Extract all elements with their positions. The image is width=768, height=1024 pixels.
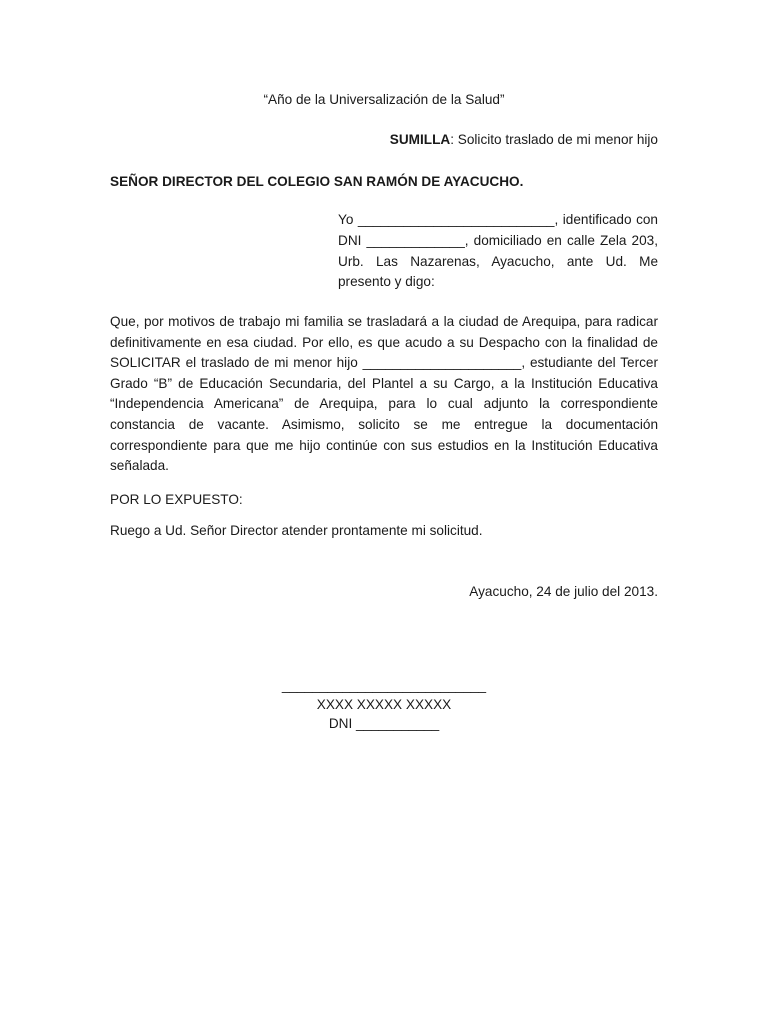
signature-name: XXXX XXXXX XXXXX	[316, 697, 452, 712]
body-paragraph: Que, por motivos de trabajo mi familia se trasladará a la ciudad de Arequipa, para radicar definitivamente en esa ciudad. Por ello, es que acudo a su Despacho con la finalidad de SOLICITAR el traslado de mi menor hijo _____________________, estudiante del Tercer Grado “B” de Educación Secundaria, del Plantel a su Cargo, a la Institución Educativa “Independencia Americana” de Arequipa, para lo cual adjunto la correspondiente constancia de vacante. Asimismo, solicito se me entregue la documentación correspondiente para que me hijo continúe con sus estudios en la Institución Educativa señalada.	[110, 314, 658, 474]
year-motto: “Año de la Universalización de la Salud”	[263, 92, 505, 107]
signature-dni: DNI ___________	[328, 716, 440, 731]
sumilla-text: : Solicito traslado de mi menor hijo	[450, 132, 658, 147]
signature-line: ___________________________	[281, 678, 487, 693]
closing-heading: POR LO EXPUESTO:	[110, 492, 243, 507]
request-paragraph: Ruego a Ud. Señor Director atender prontamente mi solicitud.	[110, 523, 483, 538]
signature-block	[0, 676, 768, 733]
sumilla-line	[390, 130, 658, 150]
intro-paragraph: Yo __________________________, identificado con DNI _____________, domiciliado en calle Zela 203, Urb. Las Nazarenas, Ayacucho, ante Ud. Me presento y digo:	[338, 212, 658, 290]
addressee-heading: SEÑOR DIRECTOR DEL COLEGIO SAN RAMÓN DE AYACUCHO.	[110, 174, 524, 189]
sumilla-label: SUMILLA	[389, 132, 451, 147]
place-date: Ayacucho, 24 de julio del 2013.	[469, 584, 658, 599]
